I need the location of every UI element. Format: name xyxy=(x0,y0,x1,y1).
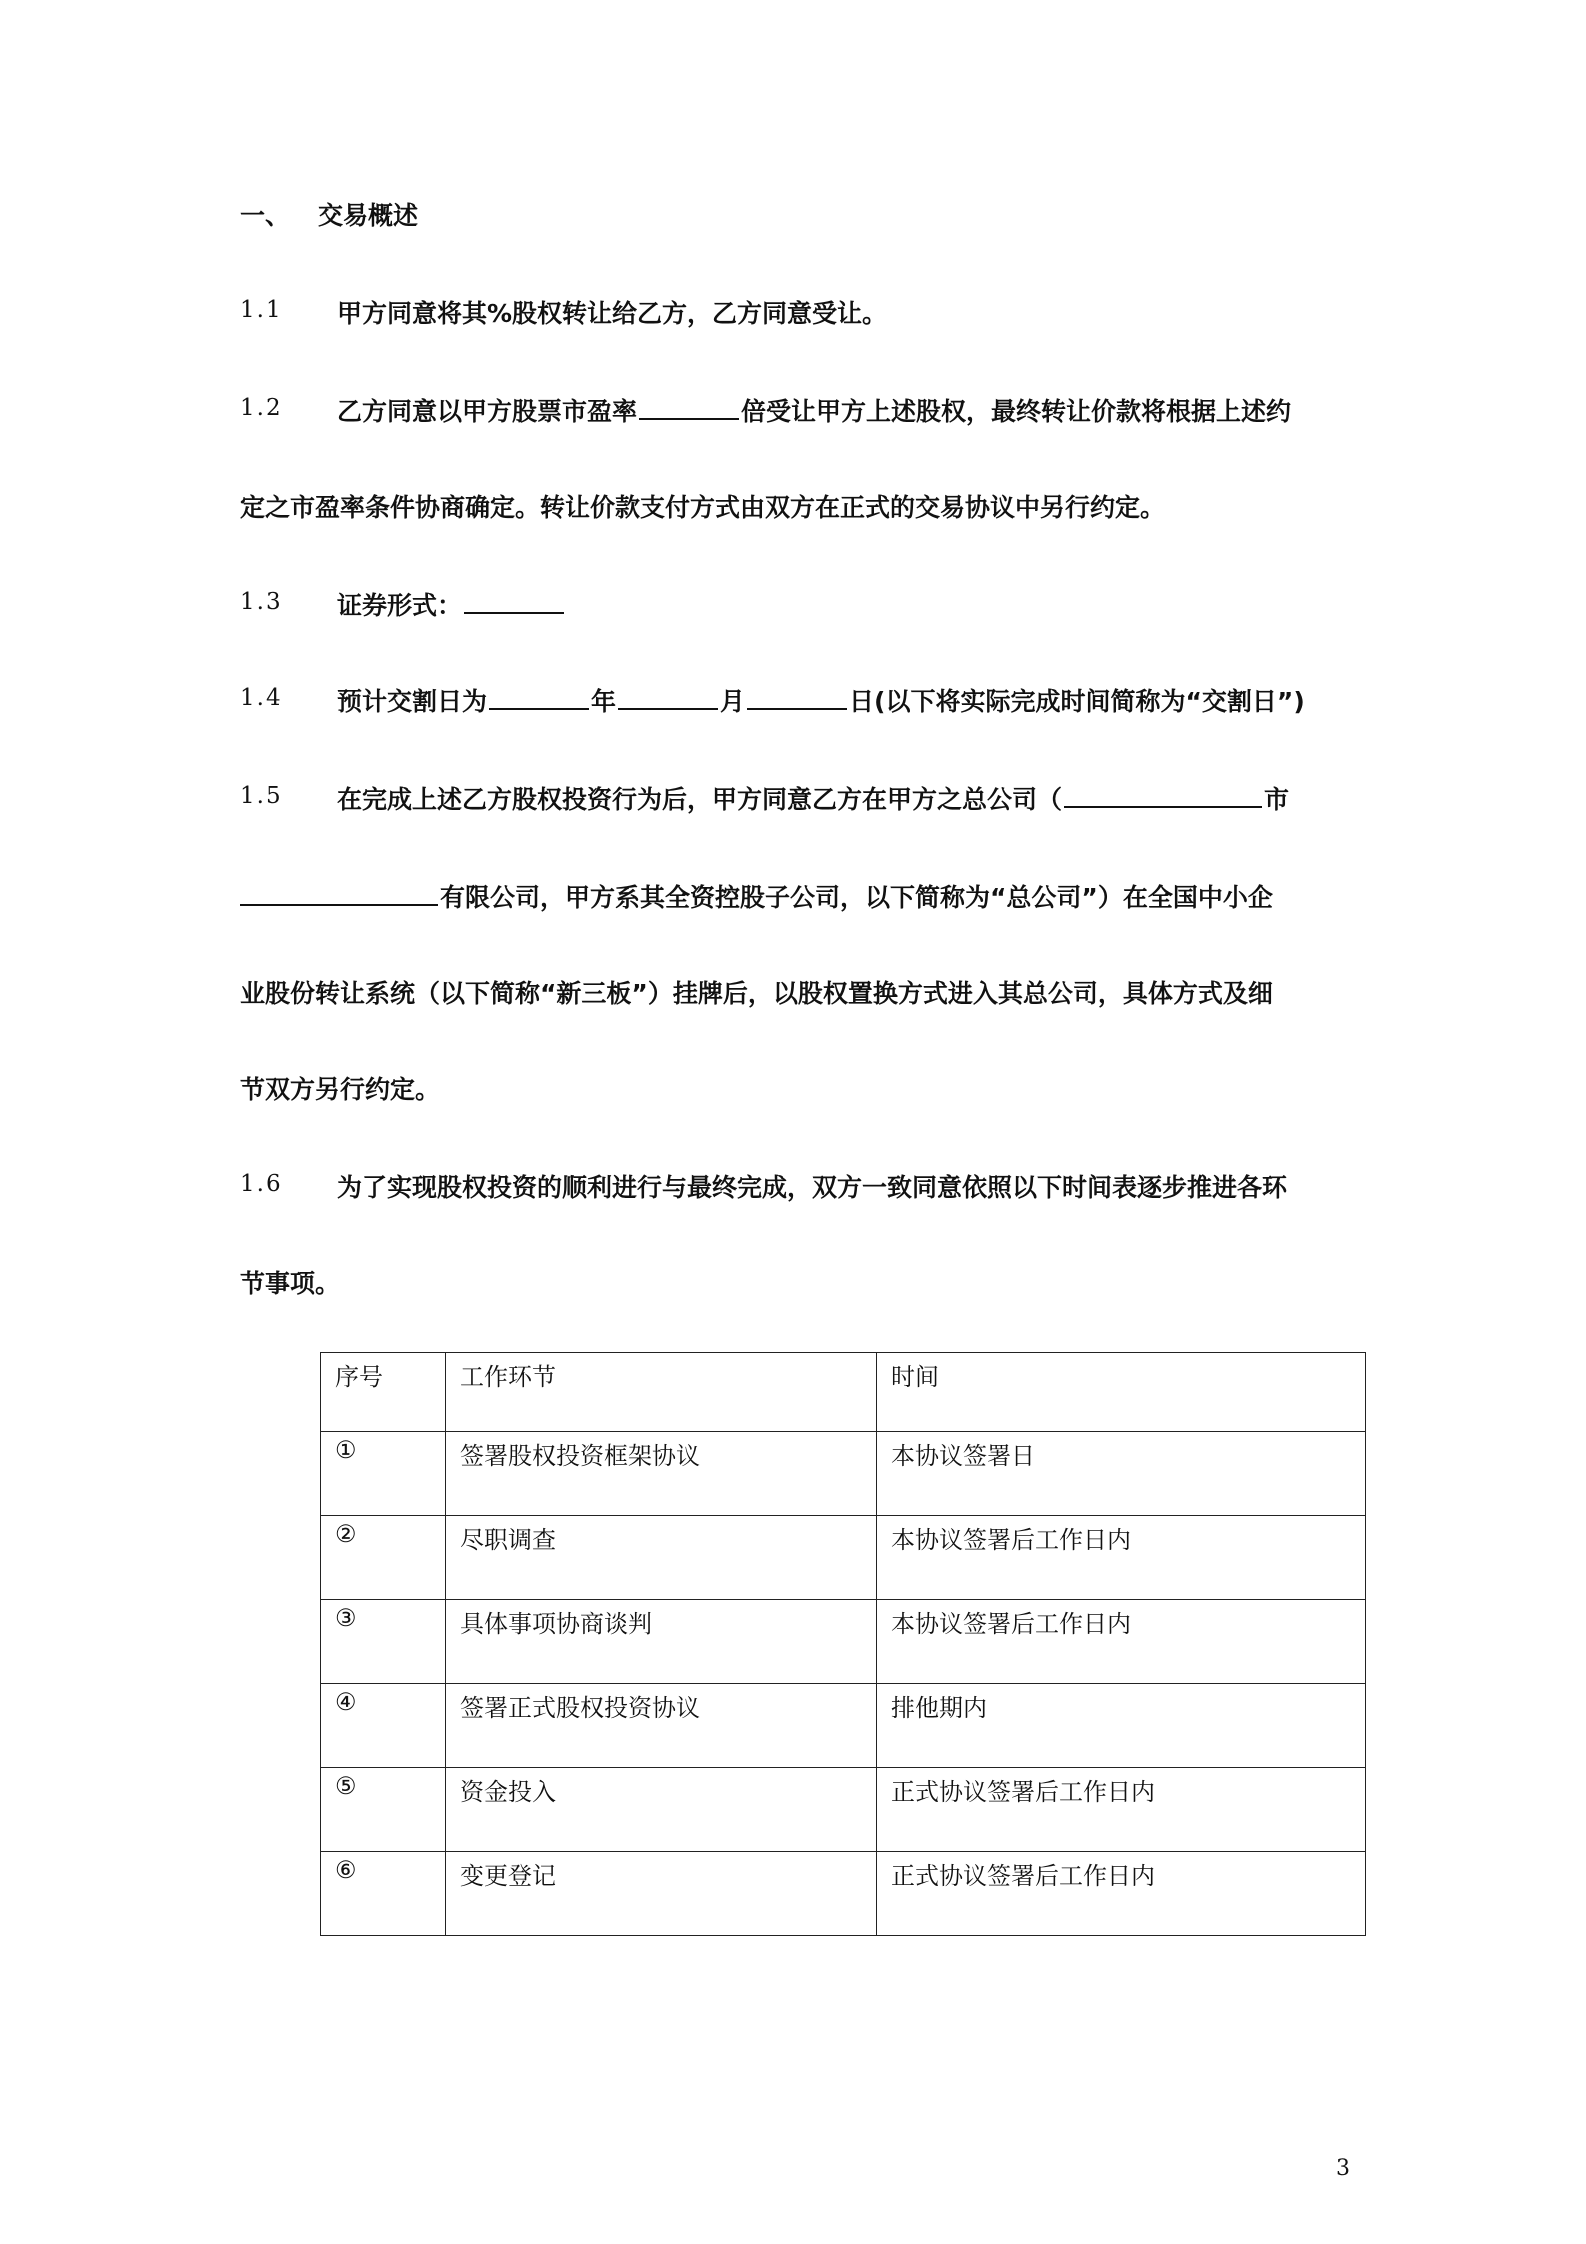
clause-text-part: 在完成上述乙方股权投资行为后，甲方同意乙方在甲方之总公司（ xyxy=(337,785,1063,814)
table-header-row xyxy=(321,1353,1366,1432)
table-cell: ⑤ xyxy=(321,1768,446,1852)
clause-number: 1.4 xyxy=(240,685,283,711)
blank-field xyxy=(747,688,847,710)
table-row xyxy=(321,1516,1366,1600)
table-cell: 本协议签署后工作日内 xyxy=(877,1516,1366,1600)
clause-1-2-continuation: 定之市盈率条件协商确定。转让价款支付方式由双方在正式的交易协议中另行约定。 xyxy=(240,493,1166,522)
clause-text: 为了实现股权投资的顺利进行与最终完成，双方一致同意依照以下时间表逐步推进各环 xyxy=(337,1173,1288,1202)
table-cell: 具体事项协商谈判 xyxy=(446,1600,877,1684)
table-cell: ③ xyxy=(321,1600,446,1684)
table-cell: ② xyxy=(321,1516,446,1600)
section-title: 交易概述 xyxy=(318,201,419,230)
clause-text-part: 乙方同意以甲方股票市盈率 xyxy=(337,397,638,426)
blank-field xyxy=(639,398,739,420)
table-cell: 资金投入 xyxy=(446,1768,877,1852)
table-cell: 本协议签署后工作日内 xyxy=(877,1600,1366,1684)
clause-text: 甲方同意将其%股权转让给乙方，乙方同意受让。 xyxy=(337,299,888,328)
clause-number: 1.3 xyxy=(240,589,283,615)
clause-1-5-continuation-1 xyxy=(240,878,1273,914)
table-cell: 正式协议签署后工作日内 xyxy=(877,1852,1366,1936)
table-row xyxy=(321,1852,1366,1936)
blank-field xyxy=(1064,786,1262,808)
blank-field xyxy=(464,592,564,614)
clause-text xyxy=(337,586,566,622)
table-cell: 排他期内 xyxy=(877,1684,1366,1768)
header-cell-time: 时间 xyxy=(877,1353,1366,1432)
clause-text-part: 市 xyxy=(1264,785,1290,814)
clause-text-part: 日(以下将实际完成时间简称为“交割日”) xyxy=(849,687,1305,716)
clause-number: 1.5 xyxy=(240,783,283,809)
clause-text-part: 证券形式： xyxy=(337,591,463,620)
clause-number: 1.6 xyxy=(240,1171,283,1197)
clause-1-6-continuation: 节事项。 xyxy=(240,1269,341,1298)
table-cell: 变更登记 xyxy=(446,1852,877,1936)
clause-text-part: 月 xyxy=(720,687,746,716)
section-heading xyxy=(240,196,418,232)
table-cell: 正式协议签署后工作日内 xyxy=(877,1768,1366,1852)
clause-number: 1.2 xyxy=(240,395,283,421)
clause-text-part: 年 xyxy=(591,687,617,716)
clause-number: 1.1 xyxy=(240,297,283,323)
blank-field xyxy=(240,884,438,906)
blank-field xyxy=(618,688,718,710)
table-cell: ⑥ xyxy=(321,1852,446,1936)
table-cell: 签署股权投资框架协议 xyxy=(446,1432,877,1516)
clause-text xyxy=(337,780,1289,816)
clause-1-5-continuation-2: 业股份转让系统（以下简称“新三板”）挂牌后，以股权置换方式进入其总公司，具体方式及细 xyxy=(240,979,1273,1008)
table-row xyxy=(321,1768,1366,1852)
clause-text-part: 倍受让甲方上述股权，最终转让价款将根据上述约 xyxy=(741,397,1292,426)
clause-1-5-continuation-3: 节双方另行约定。 xyxy=(240,1075,441,1104)
clause-text xyxy=(337,392,1291,428)
clause-text xyxy=(337,682,1305,718)
header-cell-index: 序号 xyxy=(321,1353,446,1432)
header-cell-task: 工作环节 xyxy=(446,1353,877,1432)
table-cell: ① xyxy=(321,1432,446,1516)
page-number: 3 xyxy=(1336,2156,1350,2181)
table-row xyxy=(321,1600,1366,1684)
clause-text-part: 预计交割日为 xyxy=(337,687,488,716)
table-row xyxy=(321,1432,1366,1516)
table-cell: ④ xyxy=(321,1684,446,1768)
section-number: 一、 xyxy=(240,201,291,230)
table-cell: 本协议签署日 xyxy=(877,1432,1366,1516)
table-row xyxy=(321,1684,1366,1768)
table-cell: 签署正式股权投资协议 xyxy=(446,1684,877,1768)
schedule-table xyxy=(320,1352,1366,1936)
table-cell: 尽职调查 xyxy=(446,1516,877,1600)
clause-text-part: 有限公司，甲方系其全资控股子公司，以下简称为“总公司”）在全国中小企 xyxy=(440,883,1273,912)
blank-field xyxy=(489,688,589,710)
